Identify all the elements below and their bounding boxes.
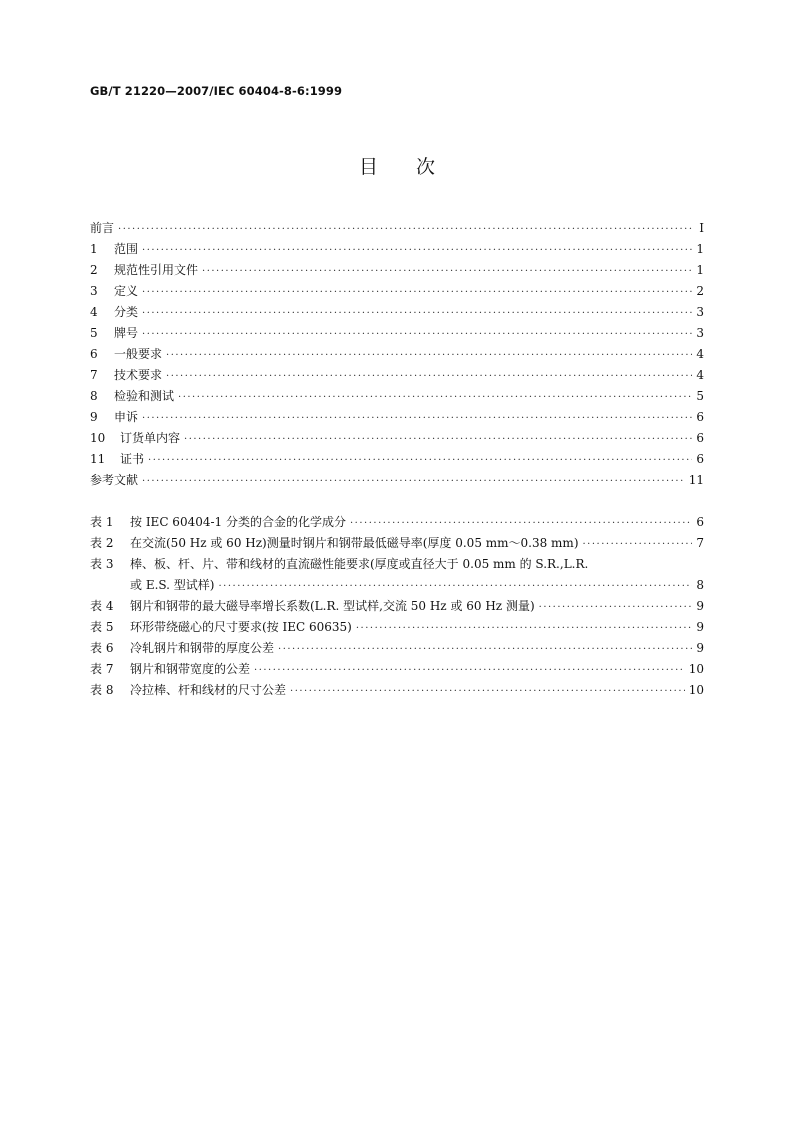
toc-entry-foreword[interactable] <box>90 218 704 239</box>
toc-entry-label: 一般要求 <box>114 347 163 361</box>
toc-entry-section[interactable] <box>90 281 704 302</box>
toc-entry-page: 10 <box>688 683 704 697</box>
toc-entry-section[interactable] <box>90 302 704 323</box>
toc-entry-label: 参考文献 <box>90 473 139 487</box>
toc-entry-number: 表 3 <box>90 557 114 571</box>
toc-entry-table[interactable] <box>90 680 704 701</box>
toc-entry-page: 6 <box>696 515 704 529</box>
toc-entry-page: 9 <box>696 641 704 655</box>
toc-leader-dots <box>118 219 692 240</box>
toc-leader-dots <box>142 282 692 303</box>
toc-entry-page: 8 <box>696 578 704 592</box>
page-title: 目 次 <box>358 156 435 178</box>
toc-entry-number: 10 <box>90 431 106 445</box>
toc-leader-dots <box>278 639 692 660</box>
toc-entry-label: 前言 <box>90 221 115 235</box>
toc-entry-label: 证书 <box>120 452 145 466</box>
toc-entry-label: 订货单内容 <box>120 431 181 445</box>
toc-leader-dots <box>539 597 692 618</box>
document-code-header: GB/T 21220—2007/IEC 60404-8-6:1999 <box>90 84 343 98</box>
toc-entry-page: 9 <box>696 599 704 613</box>
toc-leader-dots <box>254 660 685 681</box>
toc-leader-dots <box>184 429 692 450</box>
toc-leader-dots <box>178 387 692 408</box>
toc-leader-dots <box>583 534 693 555</box>
toc-leader-dots <box>166 345 692 366</box>
toc-entry-table[interactable] <box>90 638 704 659</box>
toc-entry-number: 表 5 <box>90 620 114 634</box>
toc-entry-number: 表 8 <box>90 683 114 697</box>
toc-entry-number: 表 7 <box>90 662 114 676</box>
toc-entry-page: 10 <box>688 662 704 676</box>
toc-entry-label: 钢片和钢带的最大磁导率增长系数(L.R. 型试样,交流 50 Hz 或 60 Hz 测量) <box>130 599 535 613</box>
toc-entry-section[interactable] <box>90 323 704 344</box>
toc-entry-page: 4 <box>696 368 704 382</box>
toc-entry-label: 申诉 <box>114 410 139 424</box>
toc-entry-label: 冷轧钢片和钢带的厚度公差 <box>130 641 275 655</box>
toc-leader-dots <box>142 408 692 429</box>
toc-entry-table[interactable] <box>90 617 704 638</box>
toc-entry-label: 检验和测试 <box>114 389 175 403</box>
toc-entry-number: 8 <box>90 389 98 403</box>
toc-entry-number: 6 <box>90 347 98 361</box>
toc-entry-number: 5 <box>90 326 98 340</box>
toc-entry-number: 4 <box>90 305 98 319</box>
toc-entry-label: 冷拉棒、杆和线材的尺寸公差 <box>130 683 287 697</box>
toc-entry-label: 钢片和钢带宽度的公差 <box>130 662 251 676</box>
toc-leader-dots <box>290 681 685 702</box>
toc-entry-page: 6 <box>696 431 704 445</box>
toc-entry-page: 6 <box>696 410 704 424</box>
toc-entry-label: 技术要求 <box>114 368 163 382</box>
toc-entry-page: 5 <box>696 389 704 403</box>
toc-leader-dots <box>356 618 692 639</box>
toc-entry-label: 棒、板、杆、片、带和线材的直流磁性能要求(厚度或直径大于 0.05 mm 的 S.R.,L.R. <box>130 557 589 571</box>
toc-entry-page: 4 <box>696 347 704 361</box>
toc-entry-section[interactable] <box>90 260 704 281</box>
toc-entry-page: 7 <box>696 536 704 550</box>
toc-entry-section[interactable] <box>90 386 704 407</box>
toc-entry-page: 11 <box>688 473 704 487</box>
toc-entry-label: 规范性引用文件 <box>114 263 199 277</box>
toc-entry-number: 表 1 <box>90 515 114 529</box>
toc-entry-label: 范围 <box>114 242 139 256</box>
toc-entry-number: 表 4 <box>90 599 114 613</box>
toc-spacer <box>90 491 704 512</box>
toc-entry-page: 1 <box>696 242 704 256</box>
toc-entry-label: 环形带绕磁心的尺寸要求(按 IEC 60635) <box>130 620 352 634</box>
toc-entry-page: 3 <box>696 326 704 340</box>
toc-leader-dots <box>142 324 692 345</box>
toc-entry-bibliography[interactable] <box>90 470 704 491</box>
toc-entry-number: 1 <box>90 242 98 256</box>
toc-leader-dots <box>142 471 685 492</box>
toc-entry-label: 牌号 <box>114 326 139 340</box>
toc-entry-number: 表 6 <box>90 641 114 655</box>
toc-leader-dots <box>142 240 692 261</box>
toc-entry-number: 表 2 <box>90 536 114 550</box>
toc-entry-page: 3 <box>696 305 704 319</box>
toc-entry-label: 分类 <box>114 305 139 319</box>
toc-entry-section[interactable] <box>90 365 704 386</box>
table-of-contents <box>90 218 704 701</box>
toc-entry-section[interactable] <box>90 239 704 260</box>
toc-entry-number: 3 <box>90 284 98 298</box>
toc-entry-table[interactable] <box>90 512 704 533</box>
toc-entry-page: 1 <box>696 263 704 277</box>
toc-entry-table[interactable] <box>90 554 704 575</box>
toc-entry-page: 9 <box>696 620 704 634</box>
toc-entry-page: 2 <box>696 284 704 298</box>
toc-leader-dots <box>142 303 692 324</box>
toc-entry-section[interactable] <box>90 407 704 428</box>
toc-leader-dots <box>202 261 692 282</box>
toc-entry-number: 7 <box>90 368 98 382</box>
toc-entry-number: 9 <box>90 410 98 424</box>
toc-entry-label: 在交流(50 Hz 或 60 Hz)测量时钢片和钢带最低磁导率(厚度 0.05 mm～0.38 mm) <box>130 536 579 550</box>
toc-entry-page: Ⅰ <box>699 221 704 235</box>
toc-entry-section[interactable] <box>90 344 704 365</box>
toc-entry-label: 按 IEC 60404-1 分类的合金的化学成分 <box>130 515 346 529</box>
toc-entry-label: 定义 <box>114 284 139 298</box>
toc-entry-table[interactable] <box>90 533 704 554</box>
toc-entry-label-continued: 或 E.S. 型试样) <box>130 578 215 592</box>
toc-entry-page: 6 <box>696 452 704 466</box>
toc-entry-number: 2 <box>90 263 98 277</box>
toc-entry-number: 11 <box>90 452 106 466</box>
toc-leader-dots <box>219 576 693 597</box>
toc-leader-dots <box>148 450 692 471</box>
toc-leader-dots <box>350 513 692 534</box>
toc-entry-table-continued[interactable] <box>90 575 704 596</box>
toc-entry-table[interactable] <box>90 596 704 617</box>
toc-entry-table[interactable] <box>90 659 704 680</box>
toc-entry-section[interactable] <box>90 428 704 449</box>
toc-entry-section[interactable] <box>90 449 704 470</box>
toc-leader-dots <box>166 366 692 387</box>
